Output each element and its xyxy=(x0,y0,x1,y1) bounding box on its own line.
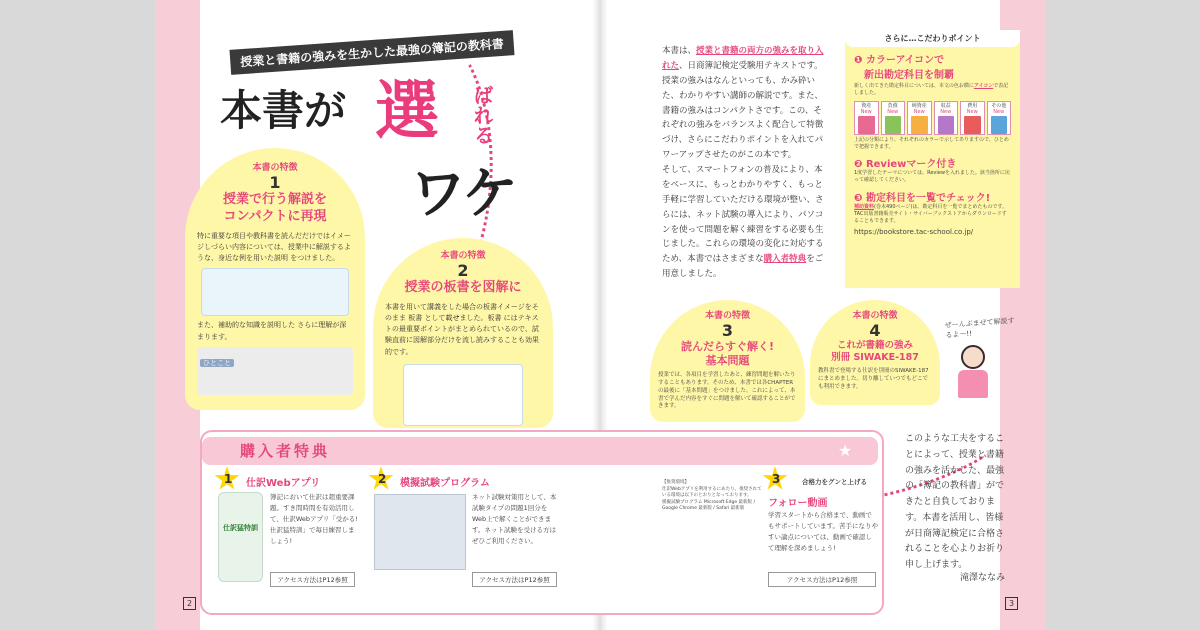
intro-text xyxy=(662,44,830,282)
feature-2-title: 授業の板書を図解に xyxy=(404,280,522,295)
bookstore-url[interactable]: https://bookstore.tac-school.co.jp/ xyxy=(854,228,974,237)
intro-paragraph-2: 授業の強みはなんといっても、かみ砕いた、わかりやすい講師の解説です。また、書籍の強みはコンパクトさです。この、それぞれの強みをバランスよく配合して特徴づけ、さらにこだわりポイントを入れてパワーアップさせたのがこの本です。 xyxy=(662,75,824,161)
feature-1-body-2: また、補助的な知識を説明した さらに理解が深まります。 xyxy=(197,321,347,341)
special-point-3-body-hl: 補助資料 xyxy=(854,203,875,210)
benefit-3-tag: 合格力をグンと上げる xyxy=(802,478,867,486)
account-icon-cell xyxy=(987,101,1012,135)
feature-1-label: 本書の特徴 xyxy=(252,163,298,173)
intro-paragraph-3a: そして、スマートフォンの普及により、本をベースに、もっとわかりやすく、もっと手軽に学習していただける環境が整い、さらには、ネット試験の導入により、パソコンを使って問題を解く練習をする必要も生じました。これらの環境の変化に対応するため、本書ではさまざまな xyxy=(662,165,824,265)
feature-2-panel xyxy=(373,238,553,428)
feature-2-number: 2 xyxy=(457,261,469,280)
account-icon-cell xyxy=(854,101,879,135)
benefit-3-access-note: アクセス方法はP12参照 xyxy=(768,572,876,587)
benefit-1-number: 1 xyxy=(224,472,233,486)
feature-3-title-line2: 基本問題 xyxy=(705,354,750,368)
title-part-2: 選 xyxy=(375,75,439,149)
account-color-band xyxy=(991,116,1008,134)
special-point-1-body: 新しく出てきた勘定科目については、本文の色お横に xyxy=(854,83,974,89)
feature-2-label: 本書の特徴 xyxy=(440,251,486,261)
account-icon-head: 純資産 xyxy=(911,102,927,109)
account-icon-head: 資産 xyxy=(861,102,872,109)
feature-3-label: 本書の特徴 xyxy=(704,311,750,321)
special-point-1-title-2: 新出勘定科目を制覇 xyxy=(864,70,954,81)
intro-text-2: 、日商簿記検定受験用テキストです。 xyxy=(679,60,823,71)
mock-exam-screenshot xyxy=(374,494,466,570)
title-part-4: ワケ xyxy=(410,162,514,227)
benefit-2-body: ネット試験対策用として、本試験タイプの問題1回分をWeb上で解くことができます。ネット試験を受ける方はぜひご利用ください。 xyxy=(472,493,557,546)
feature-1-title-line1: 授業で行う解説を xyxy=(222,192,327,207)
account-color-band xyxy=(911,116,928,134)
special-point-3-title: ❸ 勘定科目を一覧でチェック! xyxy=(854,192,991,204)
star-icon: ★ xyxy=(838,441,853,460)
special-point-2-body: 1度学習したテーマについては、Reviewを入れました。該当箇所に戻って確認してください。 xyxy=(854,170,1010,184)
benefit-2-title: 模擬試験プログラム xyxy=(400,478,490,489)
feature-3-panel xyxy=(650,300,805,422)
page-number-left: 2 xyxy=(183,597,196,610)
benefit-1-access-note: アクセス方法はP12参照 xyxy=(270,572,355,587)
web-app-logo: 仕訳猛特訓 xyxy=(223,524,258,532)
feature-1-title-line2: コンパクトに再現 xyxy=(223,208,327,224)
benefit-1-body: 簿記において仕訳は超重要課題。すき間時間を有効活用して、仕訳Webアプリ「受かる!仕訳猛特訓」で毎日練習しましょう! xyxy=(270,493,358,546)
account-icon-new-label: New xyxy=(993,108,1005,115)
account-icon-cell xyxy=(960,101,985,135)
account-icon-cell xyxy=(881,101,906,135)
account-icon-head: その他 xyxy=(991,102,1007,109)
special-point-3-body: (巻末490ページ)は、勘定科目を一覧でまとめたものです。TAC出版書籍販売サイト・サイバーブックストアからダウンロードすることもできます。 xyxy=(854,203,1007,224)
character-illustration xyxy=(955,345,991,400)
account-color-icon-grid xyxy=(854,101,1011,135)
feature-3-title-line1: 読んだらすぐ解く! xyxy=(680,340,775,353)
subtitle-banner: 授業と書籍の強みを生かした最強の簿記の教科書 xyxy=(229,30,514,75)
author-name: 滝澤ななみ xyxy=(959,573,1005,583)
feature-3-body: 授業では、各項目を学習したあと、練習問題を解いたりすることもあります。そのため、本書では各CHAPTERの最後に「基本問題」をつけました。これによって、本書で学んだ内容をすぐに問題を解いて確認することができます。 xyxy=(658,371,796,410)
benefit-2-number: 2 xyxy=(378,472,387,486)
hint-box xyxy=(197,347,353,395)
intro-purchaser-benefit-link: 購入者特典 xyxy=(763,254,807,265)
benefit-3-title: フォロー動画 xyxy=(768,498,828,509)
purchaser-benefits-title: 購入者特典 xyxy=(240,442,331,460)
feature-1-panel xyxy=(185,148,365,410)
feature-3-number: 3 xyxy=(721,321,734,340)
account-color-band xyxy=(885,116,902,134)
feature-2-body: 本書を用いて講義をした場合の板書イメージをそのまま 板書 として載せました。板書 にはテキストの最重要ポイントがまとめられているので、試験直前に図解部分だけを流し読みすることも効果的です。 xyxy=(385,302,539,356)
icons-note: 上記の分類により、それぞれのカラーで示してありますので、ひとめで把握できます。 xyxy=(854,136,1009,150)
account-icon-new-label: New xyxy=(913,108,925,115)
board-diagram-illustration xyxy=(403,364,523,426)
account-icon-head: 負債 xyxy=(887,102,898,109)
special-points-header: さらに…こだわりポイント xyxy=(845,30,1020,47)
closing-message: このような工夫をすることによって、授業と書籍の強みを活かした、最強の「簿記の教科書」ができたと自負しております。本書を活用し、皆様が日商簿記検定に合格されることを心よりお祈り申し上げます。 xyxy=(905,434,1005,570)
special-point-1-body-hl: アイコン xyxy=(973,83,994,89)
account-icon-head: 費用 xyxy=(967,102,978,109)
feature-1-illustration xyxy=(201,268,349,316)
page-number-right: 3 xyxy=(1005,597,1018,610)
account-icon-new-label: New xyxy=(966,108,978,115)
feature-1-number: 1 xyxy=(269,173,281,192)
account-color-band xyxy=(938,116,955,134)
account-icon-new-label: New xyxy=(940,108,952,115)
feature-4-title-line1: これが書籍の強み xyxy=(836,340,913,351)
intro-highlight-1: 授業と書籍の両方の強みを取り入れた xyxy=(662,46,824,71)
special-point-1-title: ❶ カラーアイコンで xyxy=(854,55,945,66)
account-color-band xyxy=(858,116,875,134)
feature-4-panel xyxy=(810,300,940,405)
feature-4-body: 教科書で登場する仕訳を別冊のSIWAKE-187にまとめました。切り離していつでもどこでも利用できます。 xyxy=(818,367,929,390)
account-color-band xyxy=(964,116,981,134)
intro-text-1: 本書は、 xyxy=(662,46,697,56)
benefit-3-body: 学習スタートから合格まで、動画でもサポートしています。苦手になりやすい論点については、動画で確認して理解を深めましょう! xyxy=(768,511,878,553)
benefit-1-title: 仕訳Webアプリ xyxy=(246,478,321,489)
feature-4-title-line2: 別冊 SIWAKE-187 xyxy=(831,352,919,364)
title-part-3: ばれる xyxy=(470,85,494,145)
recommended-environment-note: 【推奨環境】 仕訳Webアプリを利用するにあたり、推奨されている環境は以下のとおりとなっております。 模擬試験プログラム Microsoft Edge 最新版 / Google Chrome 最新版 / Safari 最新版 xyxy=(662,480,762,512)
benefit-2-access-note: アクセス方法はP12参照 xyxy=(472,572,557,587)
account-icon-cell xyxy=(907,101,932,135)
web-app-screenshot xyxy=(218,492,263,582)
account-icon-head: 収益 xyxy=(940,102,951,109)
special-point-2-title: ❷ Reviewマーク付き xyxy=(854,159,957,170)
account-icon-new-label: New xyxy=(887,108,899,115)
special-point-1-body-2: で表記しました。 xyxy=(854,83,1009,97)
title-part-1: 本書が xyxy=(220,86,347,135)
feature-4-label: 本書の特徴 xyxy=(852,311,898,321)
hint-box-label: ひとこと xyxy=(200,359,234,367)
account-icon-cell xyxy=(934,101,959,135)
special-points-panel xyxy=(845,30,1020,288)
intro-paragraph-3 xyxy=(662,163,830,282)
account-icon-new-label: New xyxy=(860,108,872,115)
benefit-3-number: 3 xyxy=(772,472,781,486)
intro-paragraph-3b: をご用意しました。 xyxy=(662,254,824,280)
feature-4-number: 4 xyxy=(869,321,881,340)
character-speech: ぜーんぶまぜて解説するよ〜!! xyxy=(944,316,1015,340)
feature-1-body: 特に重要な項目や教科書を読んだだけではイメージしづらい内容については、授業中に解説するような、身近な例を用いた説明 をつけました。 xyxy=(197,231,351,263)
